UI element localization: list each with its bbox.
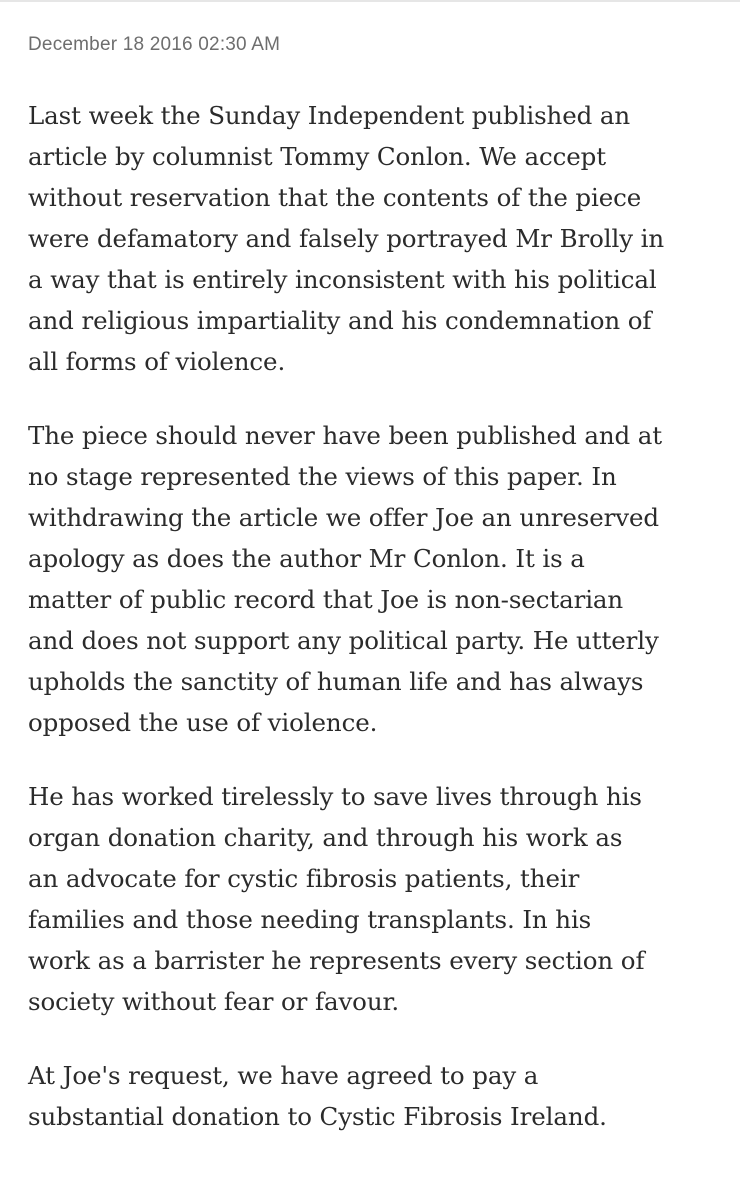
paragraph-line: apology as does the author Mr Conlon. It is a — [28, 543, 585, 573]
top-divider — [0, 0, 740, 2]
paragraph-line: and does not support any political party. He utterly — [28, 625, 659, 655]
paragraph-line: Last week the Sunday Independent published an — [28, 100, 631, 130]
paragraph-line: and religious impartiality and his condemnation of — [28, 305, 652, 335]
paragraph-line: The piece should never have been published and at — [28, 420, 663, 450]
paragraph-line: matter of public record that Joe is non-sectarian — [28, 584, 624, 614]
paragraph-line: were defamatory and falsely portrayed Mr Brolly in — [28, 223, 665, 253]
paragraph-line: work as a barrister he represents every section of — [28, 945, 645, 975]
paragraph-line: upholds the sanctity of human life and has always — [28, 666, 644, 696]
paragraph-line: At Joe's request, we have agreed to pay a — [28, 1060, 539, 1090]
publish-timestamp: December 18 2016 02:30 AM — [28, 34, 281, 55]
paragraph-line: a way that is entirely inconsistent with his political — [28, 264, 657, 294]
paragraph-line: withdrawing the article we offer Joe an unreserved — [28, 502, 659, 532]
paragraph-line: an advocate for cystic fibrosis patients, their — [28, 863, 580, 893]
paragraph-line: families and those needing transplants. In his — [28, 904, 592, 934]
paragraph-line: article by columnist Tommy Conlon. We accept — [28, 141, 606, 171]
paragraph-4 — [28, 1055, 728, 1137]
paragraph-3 — [28, 776, 728, 1022]
paragraph-2 — [28, 415, 728, 743]
paragraph-line: opposed the use of violence. — [28, 707, 378, 737]
paragraph-line: substantial donation to Cystic Fibrosis Ireland. — [28, 1101, 607, 1131]
article-body — [28, 34, 728, 1170]
paragraph-line: without reservation that the contents of the piece — [28, 182, 642, 212]
paragraph-line: organ donation charity, and through his work as — [28, 822, 623, 852]
paragraph-1 — [28, 95, 728, 382]
paragraph-line: society without fear or favour. — [28, 986, 400, 1016]
paragraph-line: no stage represented the views of this paper. In — [28, 461, 617, 491]
paragraph-line: He has worked tirelessly to save lives through his — [28, 781, 642, 811]
paragraph-line: all forms of violence. — [28, 346, 286, 376]
